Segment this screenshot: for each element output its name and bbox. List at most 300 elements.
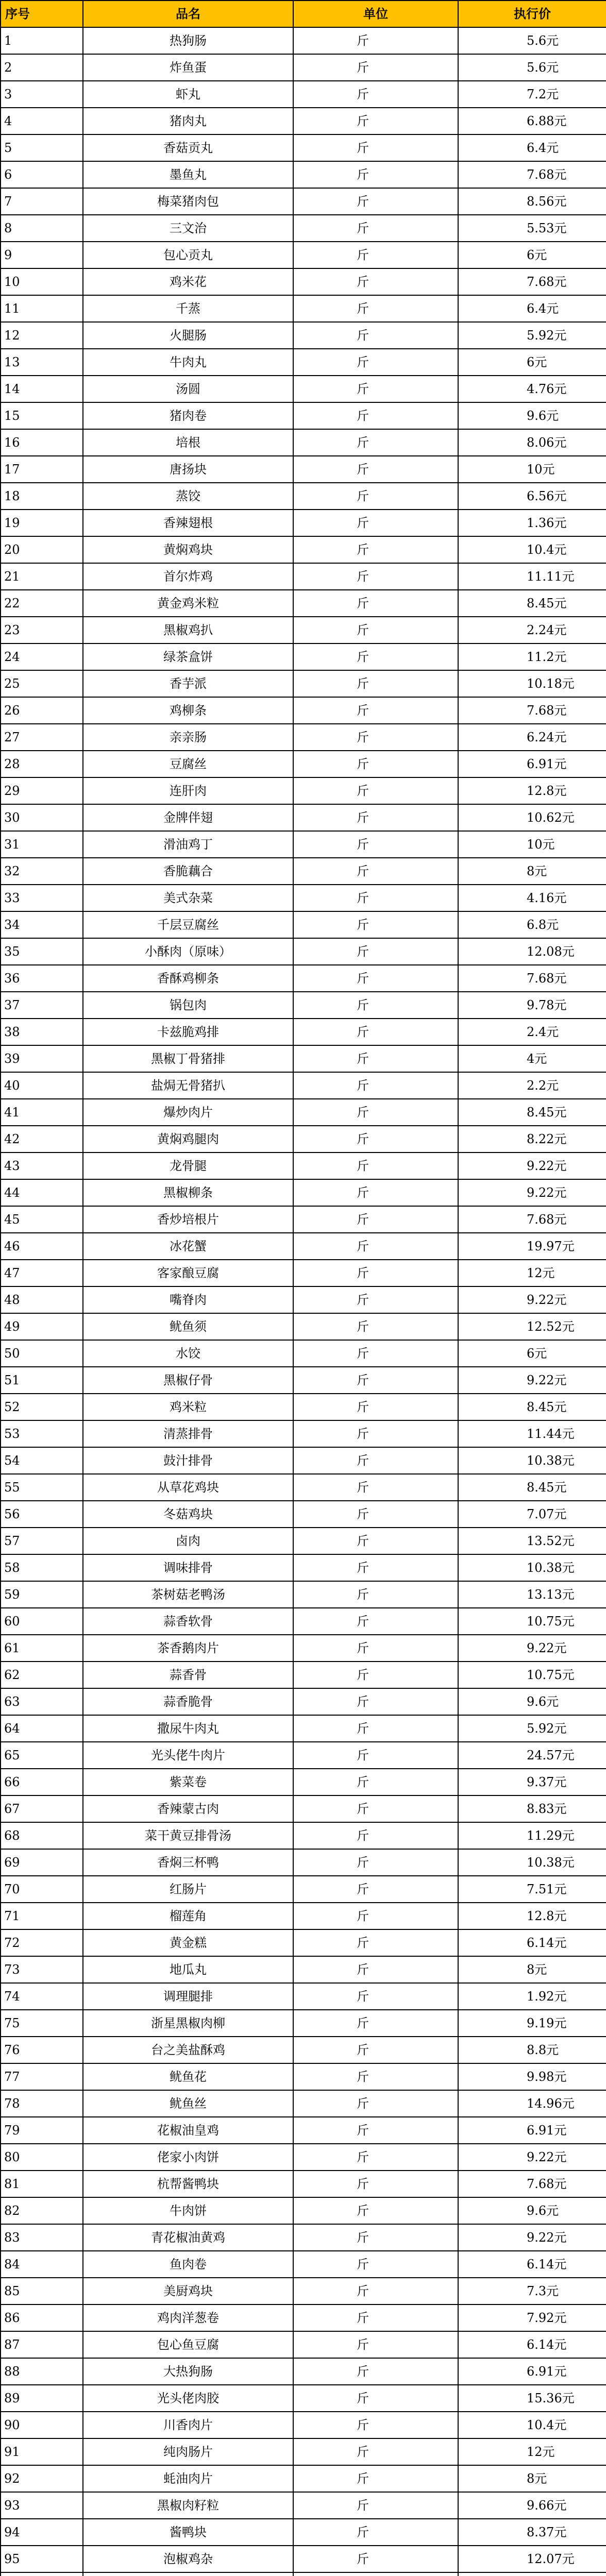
table-row [1,2304,606,2331]
cell-unit: 斤 [293,2037,458,2063]
cell-unit: 斤 [293,751,458,777]
cell-unit: 斤 [293,322,458,349]
table-row [1,1635,606,1662]
cell-price: 12.8元 [458,777,606,804]
cell-unit: 斤 [293,2385,458,2412]
cell-price: 7.68元 [458,965,606,992]
cell-price: 11.29元 [458,1822,606,1849]
cell-price: 6元 [458,1340,606,1367]
cell-index: 63 [1,1688,83,1715]
cell-name: 小酥肉（原味） [83,938,293,965]
cell-unit: 斤 [293,134,458,161]
cell-name: 青花椒油黄鸡 [83,2224,293,2251]
cell-price: 24.57元 [458,1742,606,1769]
cell-index: 72 [1,1929,83,1956]
table-row [1,1822,606,1849]
cell-name: 黄焖鸡腿肉 [83,1126,293,1153]
cell-price: 9.22元 [458,1635,606,1662]
cell-unit: 斤 [293,1260,458,1286]
cell-name: 卡兹脆鸡排 [83,1019,293,1045]
table-row [1,1313,606,1340]
table-row [1,1528,606,1554]
cell-unit: 斤 [293,429,458,456]
table-row [1,27,606,54]
table-row [1,831,606,858]
cell-unit: 斤 [293,2438,458,2465]
cell-price: 7.51元 [458,1876,606,1903]
cell-index: 86 [1,2304,83,2331]
cell-index: 56 [1,1501,83,1528]
cell-price: 8.37元 [458,2519,606,2546]
table-row [1,2171,606,2197]
cell-index: 17 [1,456,83,483]
cell-price: 2.2元 [458,1072,606,1099]
cell-name: 酱鸭块 [83,2519,293,2546]
cell-price: 10元 [458,456,606,483]
cell-unit: 斤 [293,777,458,804]
cell-price: 10元 [458,831,606,858]
cell-name: 鱼肉卷 [83,2251,293,2278]
cell-index: 11 [1,295,83,322]
cell-price: 7.68元 [458,1206,606,1233]
cell-index: 8 [1,215,83,242]
cell-name: 猪肉丸 [83,108,293,134]
cell-unit: 斤 [293,1501,458,1528]
cell-name: 香焖三杯鸭 [83,1849,293,1876]
cell-unit: 斤 [293,536,458,563]
cell-name: 茶树菇老鸭汤 [83,1581,293,1608]
cell-name: 黄金鸡米粒 [83,590,293,617]
cell-name: 香酥鸡柳条 [83,965,293,992]
table-row [1,2197,606,2224]
cell-index: 57 [1,1528,83,1554]
table-row [1,1206,606,1233]
cell-name: 光头佬牛肉片 [83,1742,293,1769]
cell-name: 亲亲肠 [83,724,293,751]
table-row [1,1233,606,1260]
cell-price: 8.45元 [458,1474,606,1501]
cell-name: 鼓汁排骨 [83,1447,293,1474]
cell-index: 9 [1,242,83,268]
cell-price: 2.4元 [458,1019,606,1045]
cell-index: 87 [1,2331,83,2358]
cell-index: 73 [1,1956,83,1983]
cell-price: 8.22元 [458,1126,606,1153]
cell-index: 22 [1,590,83,617]
cell-unit: 斤 [293,456,458,483]
cell-unit: 斤 [293,1742,458,1769]
cell-index: 59 [1,1581,83,1608]
cell-price: 7.68元 [458,2171,606,2197]
cell-name: 鸡柳条 [83,697,293,724]
cell-index: 3 [1,81,83,108]
table-row [1,295,606,322]
cell-index: 14 [1,376,83,402]
cell-price: 10.62元 [458,804,606,831]
table-row [1,2492,606,2519]
cell-index: 37 [1,992,83,1019]
cell-name: 三文治 [83,215,293,242]
table-row [1,376,606,402]
table-row [1,536,606,563]
cell-unit: 斤 [293,1126,458,1153]
table-row [1,1072,606,1099]
table-row [1,1662,606,1688]
cell-price [458,2572,606,2576]
cell-price: 8.83元 [458,1795,606,1822]
cell-unit: 斤 [293,1956,458,1983]
cell-index: 13 [1,349,83,376]
table-row [1,2224,606,2251]
table-row [1,134,606,161]
cell-price: 2.24元 [458,617,606,643]
cell-index: 10 [1,268,83,295]
cell-unit: 斤 [293,804,458,831]
cell-name: 蒜香脆骨 [83,1688,293,1715]
cell-name: 绿茶盒饼 [83,643,293,670]
cell-unit: 斤 [293,1420,458,1447]
cell-index: 36 [1,965,83,992]
cell-index: 90 [1,2412,83,2438]
cell-price: 12元 [458,1260,606,1286]
cell-price: 11.44元 [458,1420,606,1447]
cell-unit: 斤 [293,1233,458,1260]
cell-name: 滑油鸡丁 [83,831,293,858]
cell-unit: 斤 [293,1581,458,1608]
cell-unit: 斤 [293,510,458,536]
cell-price: 8.8元 [458,2037,606,2063]
cell-price: 19.97元 [458,1233,606,1260]
cell-unit: 斤 [293,2465,458,2492]
table-row [1,992,606,1019]
cell-name: 蚝油肉片 [83,2465,293,2492]
table-row [1,2385,606,2412]
cell-index: 45 [1,1206,83,1233]
table-row [1,2063,606,2090]
cell-price: 14.96元 [458,2090,606,2117]
table-row [1,670,606,697]
cell-name: 墨鱼丸 [83,161,293,188]
cell-index: 43 [1,1153,83,1179]
cell-name: 香辣翅根 [83,510,293,536]
cell-name: 唐扬块 [83,456,293,483]
cell-index: 78 [1,2090,83,2117]
cell-unit: 斤 [293,2171,458,2197]
cell-unit: 斤 [293,831,458,858]
cell-name: 光头佬肉胶 [83,2385,293,2412]
cell-price: 12.08元 [458,938,606,965]
cell-name: 冰花蟹 [83,1233,293,1260]
cell-name: 汤圆 [83,376,293,402]
cell-unit: 斤 [293,349,458,376]
cell-price: 6.14元 [458,2331,606,2358]
cell-price: 12.07元 [458,2546,606,2572]
cell-price: 9.6元 [458,1688,606,1715]
table-row [1,2144,606,2171]
cell-price: 11.2元 [458,643,606,670]
cell-index: 49 [1,1313,83,1340]
cell-price: 7.2元 [458,81,606,108]
cell-index: 64 [1,1715,83,1742]
cell-price: 6.91元 [458,2117,606,2144]
cell-price: 15.36元 [458,2385,606,2412]
cell-index: 55 [1,1474,83,1501]
cell-unit: 斤 [293,1715,458,1742]
cell-name: 嘴脊肉 [83,1286,293,1313]
table-row [1,1286,606,1313]
cell-name: 龙骨腿 [83,1153,293,1179]
cell-index: 79 [1,2117,83,2144]
cell-name: 美式杂菜 [83,885,293,911]
cell-unit: 斤 [293,1367,458,1394]
cell-unit: 斤 [293,2063,458,2090]
table-row [1,81,606,108]
cell-index: 48 [1,1286,83,1313]
cell-name: 热狗肠 [83,27,293,54]
cell-price: 10.4元 [458,2412,606,2438]
cell-name: 黄金糕 [83,1929,293,1956]
header-row [1,1,606,27]
cell-index: 28 [1,751,83,777]
cell-unit: 斤 [293,376,458,402]
table-row [1,1126,606,1153]
header-price: 执行价 [458,1,606,27]
cell-price: 6.88元 [458,108,606,134]
cell-unit: 斤 [293,2144,458,2171]
cell-price: 8.56元 [458,188,606,215]
cell-name: 佬家小肉饼 [83,2144,293,2171]
table-row [1,322,606,349]
cell-unit: 斤 [293,2546,458,2572]
table-row [1,456,606,483]
table-row [1,2519,606,2546]
cell-price: 1.36元 [458,510,606,536]
cell-price: 7.92元 [458,2304,606,2331]
table-row [1,1608,606,1635]
cell-index: 74 [1,1983,83,2010]
cell-index: 19 [1,510,83,536]
cell-index: 51 [1,1367,83,1394]
cell-unit: 斤 [293,1447,458,1474]
table-row [1,1447,606,1474]
cell-name: 连肝肉 [83,777,293,804]
cell-price: 10.18元 [458,670,606,697]
cell-price: 5.53元 [458,215,606,242]
cell-name: 调理腿排 [83,1983,293,2010]
cell-unit: 斤 [293,724,458,751]
cell-name: 鱿鱼丝 [83,2090,293,2117]
cell-name: 爆炒肉片 [83,1099,293,1126]
cell-name: 泡椒鸡杂 [83,2546,293,2572]
table-row [1,2331,606,2358]
cell-name: 香炒培根片 [83,1206,293,1233]
cell-name: 黑椒仔骨 [83,1367,293,1394]
cell-index: 16 [1,429,83,456]
cell-name: 红肠片 [83,1876,293,1903]
cell-unit: 斤 [293,911,458,938]
table-row [1,965,606,992]
cell-name: 香辣蒙古肉 [83,1795,293,1822]
cell-name: 紫菜卷 [83,1769,293,1795]
cell-unit: 斤 [293,1313,458,1340]
cell-unit: 斤 [293,242,458,268]
cell-index: 46 [1,1233,83,1260]
table-row [1,1795,606,1822]
cell-index: 42 [1,1126,83,1153]
cell-index: 54 [1,1447,83,1474]
cell-price: 13.52元 [458,1528,606,1554]
cell-price: 9.6元 [458,2197,606,2224]
cell-index: 61 [1,1635,83,1662]
cell-unit: 斤 [293,563,458,590]
cell-name: 地瓜丸 [83,1956,293,1983]
table-row [1,563,606,590]
cell-name: 锅包肉 [83,992,293,1019]
cell-index: 31 [1,831,83,858]
cell-unit: 斤 [293,1340,458,1367]
cell-unit: 斤 [293,27,458,54]
cell-index: 15 [1,402,83,429]
cell-index: 85 [1,2278,83,2304]
table-row [1,1045,606,1072]
cell-index: 82 [1,2197,83,2224]
cell-unit: 斤 [293,1072,458,1099]
cell-price: 11.11元 [458,563,606,590]
cell-unit: 斤 [293,2251,458,2278]
table-row [1,349,606,376]
cell-unit: 斤 [293,1929,458,1956]
table-row [1,161,606,188]
cell-unit: 斤 [293,2331,458,2358]
table-row [1,1769,606,1795]
cell-price: 12.8元 [458,1903,606,1929]
cell-name: 猪肉卷 [83,402,293,429]
cell-unit: 斤 [293,2492,458,2519]
cell-name: 香脆藕合 [83,858,293,885]
table-row [1,2546,606,2572]
table-row [1,1903,606,1929]
cell-unit: 斤 [293,161,458,188]
cell-name: 牛肉丸 [83,349,293,376]
cell-name: 金牌伴翅 [83,804,293,831]
cell-price: 5.92元 [458,1715,606,1742]
cell-unit: 斤 [293,643,458,670]
cell-unit: 斤 [293,1903,458,1929]
cell-unit: 斤 [293,1795,458,1822]
cell-unit: 斤 [293,697,458,724]
cell-index: 12 [1,322,83,349]
cell-price: 5.6元 [458,27,606,54]
cell-index: 65 [1,1742,83,1769]
table-row [1,858,606,885]
table-row [1,1929,606,1956]
cell-index: 1 [1,27,83,54]
cell-price: 9.22元 [458,1286,606,1313]
cell-index: 70 [1,1876,83,1903]
cell-name: 花椒油皇鸡 [83,2117,293,2144]
cell-price: 4元 [458,1045,606,1072]
cell-index: 58 [1,1554,83,1581]
cell-index: 62 [1,1662,83,1688]
cell-unit: 斤 [293,483,458,510]
cell-unit [293,2572,458,2576]
cell-unit: 斤 [293,2117,458,2144]
cell-price: 10.4元 [458,536,606,563]
table-row [1,697,606,724]
cell-index: 39 [1,1045,83,1072]
cell-unit: 斤 [293,2519,458,2546]
cell-price: 6.91元 [458,2358,606,2385]
cell-unit: 斤 [293,885,458,911]
cell-name: 火腿肠 [83,322,293,349]
table-row [1,1153,606,1179]
cell-unit: 斤 [293,938,458,965]
cell-price: 7.68元 [458,161,606,188]
cell-unit: 斤 [293,1153,458,1179]
cell-name: 鸡米粒 [83,1394,293,1420]
cell-unit: 斤 [293,2278,458,2304]
table-row [1,2572,606,2576]
table-row [1,590,606,617]
cell-unit: 斤 [293,2304,458,2331]
table-row [1,1099,606,1126]
cell-index: 92 [1,2465,83,2492]
cell-price: 5.92元 [458,322,606,349]
table-row [1,483,606,510]
table-row [1,2438,606,2465]
table-row [1,429,606,456]
cell-index: 80 [1,2144,83,2171]
cell-unit: 斤 [293,215,458,242]
cell-index: 67 [1,1795,83,1822]
cell-unit: 斤 [293,1769,458,1795]
table-row [1,804,606,831]
cell-price: 12元 [458,2438,606,2465]
cell-name: 梅菜猪肉包 [83,188,293,215]
cell-unit: 斤 [293,1394,458,1420]
table-row [1,2090,606,2117]
cell-index: 53 [1,1420,83,1447]
cell-price: 4.76元 [458,376,606,402]
table-row [1,2117,606,2144]
cell-index: 41 [1,1099,83,1126]
cell-unit: 斤 [293,2197,458,2224]
table-row [1,1260,606,1286]
cell-index: 2 [1,54,83,81]
cell-index: 30 [1,804,83,831]
cell-price: 10.75元 [458,1608,606,1635]
table-row [1,108,606,134]
cell-index: 77 [1,2063,83,2090]
cell-price: 6.4元 [458,295,606,322]
cell-price: 9.78元 [458,992,606,1019]
cell-name: 杭帮酱鸭块 [83,2171,293,2197]
cell-index: 93 [1,2492,83,2519]
cell-index: 71 [1,1903,83,1929]
cell-price: 6.56元 [458,483,606,510]
table-row [1,1367,606,1394]
cell-index: 75 [1,2010,83,2037]
cell-name: 黑椒丁骨猪排 [83,1045,293,1072]
table-row [1,2010,606,2037]
cell-unit: 斤 [293,1045,458,1072]
cell-index: 84 [1,2251,83,2278]
cell-price: 8元 [458,1956,606,1983]
cell-index: 69 [1,1849,83,1876]
cell-name: 牛肉饼 [83,2197,293,2224]
table-row [1,1688,606,1715]
cell-name: 蒸饺 [83,483,293,510]
